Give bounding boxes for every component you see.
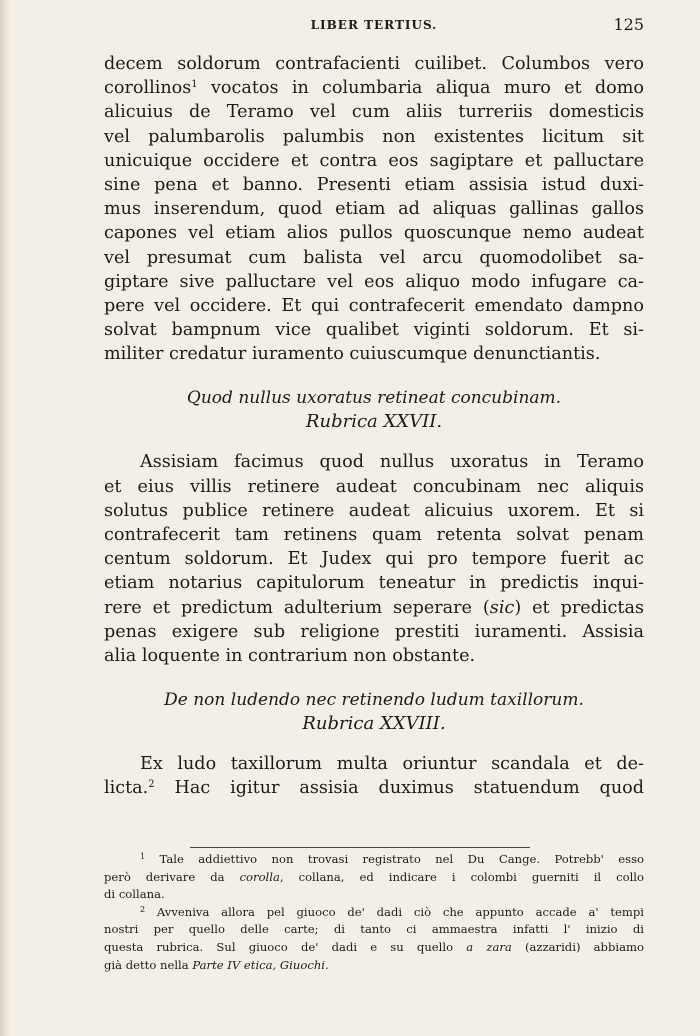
- footnote-line: [104, 957, 644, 975]
- text-line: contrafecerit tam retinens quam retenta solvat penam: [104, 525, 644, 545]
- text-fragment: ) et predictas: [514, 597, 644, 618]
- text-line: alia loquente in contrarium non obstante.: [104, 645, 476, 666]
- footnote-line: [104, 869, 644, 887]
- running-title: LIBER TERTIUS.: [310, 18, 438, 32]
- text-line: centum soldorum. Et Judex qui pro tempore fuerit ac: [104, 549, 644, 570]
- text-line: vel presumat cum balista vel arcu quomodolibet sa-: [104, 247, 644, 268]
- text-fragment: vocatos in columbaria aliqua muro et domo: [210, 78, 645, 99]
- text-fragment: licta.: [104, 778, 149, 799]
- page-binding-edge: [0, 0, 10, 1036]
- text-line: Ex ludo taxillorum multa oriuntur scandala et de-: [140, 754, 644, 775]
- text-fragment: però derivare da: [104, 869, 240, 884]
- rubric-title: De non ludendo nec retinendo ludum taxillorum.: [164, 690, 584, 711]
- text-fragment: rere et predictum adulterium seperare (: [104, 597, 490, 618]
- footnote-marker: 2: [140, 904, 146, 914]
- text-fragment: Parte IV etica, Giuochi.: [192, 957, 329, 972]
- text-line: Assisiam facimus quod nullus uxoratus in Teramo: [140, 452, 644, 473]
- text-line: etiam notarius capitulorum teneatur in predictis inqui-: [104, 573, 644, 594]
- footnote-line: [104, 851, 644, 869]
- text-fragment: a zara: [466, 939, 512, 954]
- text-fragment: (azzaridi) abbiamo: [511, 939, 644, 954]
- footnote-line: nostri per quello delle carte; di tanto ci ammaestra infatti l' inizio di: [104, 922, 644, 937]
- text-line: militer credatur iuramento cuiuscumque denunctiantis.: [104, 344, 601, 365]
- text-line: giptare sive palluctare vel eos aliquo modo infugare ca-: [104, 271, 644, 292]
- text-line: [104, 596, 644, 620]
- rubric-number: Rubrica XXVII.: [305, 411, 443, 433]
- rubric-title: Quod nullus uxoratus retineat concubinam.: [186, 388, 562, 409]
- footnote-line: [104, 904, 644, 922]
- spacer: [104, 434, 644, 450]
- text-fragment: Hac igitur assisia duximus statuendum quod: [154, 778, 644, 799]
- text-line: et eius villis retinere audeat concubinam nec aliquis: [104, 476, 644, 497]
- text-line: penas exigere sub religione prestiti iuramenti. Assisia: [104, 621, 644, 642]
- page-number: 125: [613, 15, 644, 34]
- text-fragment: corollinos: [104, 78, 192, 99]
- footnote-line: [104, 939, 644, 957]
- text-line: solutus publice retinere audeat alicuius uxorem. Et si: [104, 500, 644, 521]
- running-head: [104, 15, 644, 44]
- text-fragment: corolla: [239, 869, 280, 884]
- text-line: capones vel etiam alios pullos quoscunque nemo audeat: [104, 223, 644, 244]
- text-fragment: Avveniva allora pel giuoco de' dadi ciò che appunto accade a' tempi: [156, 904, 644, 919]
- text-fragment: sic: [489, 597, 515, 618]
- text-line: [104, 76, 644, 100]
- body-text: [104, 52, 644, 801]
- text-fragment: già detto nella: [104, 957, 193, 972]
- text-line: mus inserendum, quod etiam ad aliquas gallinas gallos: [104, 199, 644, 220]
- footnote-line: di collana.: [104, 887, 165, 902]
- footnotes: [104, 851, 644, 974]
- text-line: vel palumbarolis palumbis non existentes licitum sit: [104, 126, 644, 147]
- text-line: [104, 776, 644, 800]
- text-line: decem soldorum contrafacienti cuilibet. Columbos vero: [104, 54, 644, 74]
- text-fragment: , collana, ed indicare i colombi guerniti il collo: [279, 869, 644, 884]
- footnote-marker: 2: [148, 779, 155, 791]
- footnote-marker: 1: [191, 79, 198, 91]
- text-line: alicuius de Teramo vel cum aliis turreriis domesticis: [104, 102, 644, 123]
- text-fragment: Tale addiettivo non trovasi registrato nel Du Cange. Potrebb' esso: [159, 852, 644, 866]
- spacer: [104, 736, 644, 752]
- footnote-divider: [190, 847, 530, 848]
- footnote-marker: 1: [140, 852, 146, 861]
- text-fragment: questa rubrica. Sul giuoco de' dadi e su quello: [104, 939, 467, 954]
- text-line: pere vel occidere. Et qui contrafecerit emendato dampno: [104, 295, 644, 316]
- text-line: sine pena et banno. Presenti etiam assisia istud duxi-: [104, 174, 644, 195]
- spacer: [104, 668, 644, 688]
- rubric-number: Rubrica XXVIII.: [302, 713, 446, 735]
- text-line: solvat bampnum vice qualibet viginti soldorum. Et si-: [104, 320, 644, 341]
- text-line: unicuique occidere et contra eos sagiptare et palluctare: [104, 150, 644, 171]
